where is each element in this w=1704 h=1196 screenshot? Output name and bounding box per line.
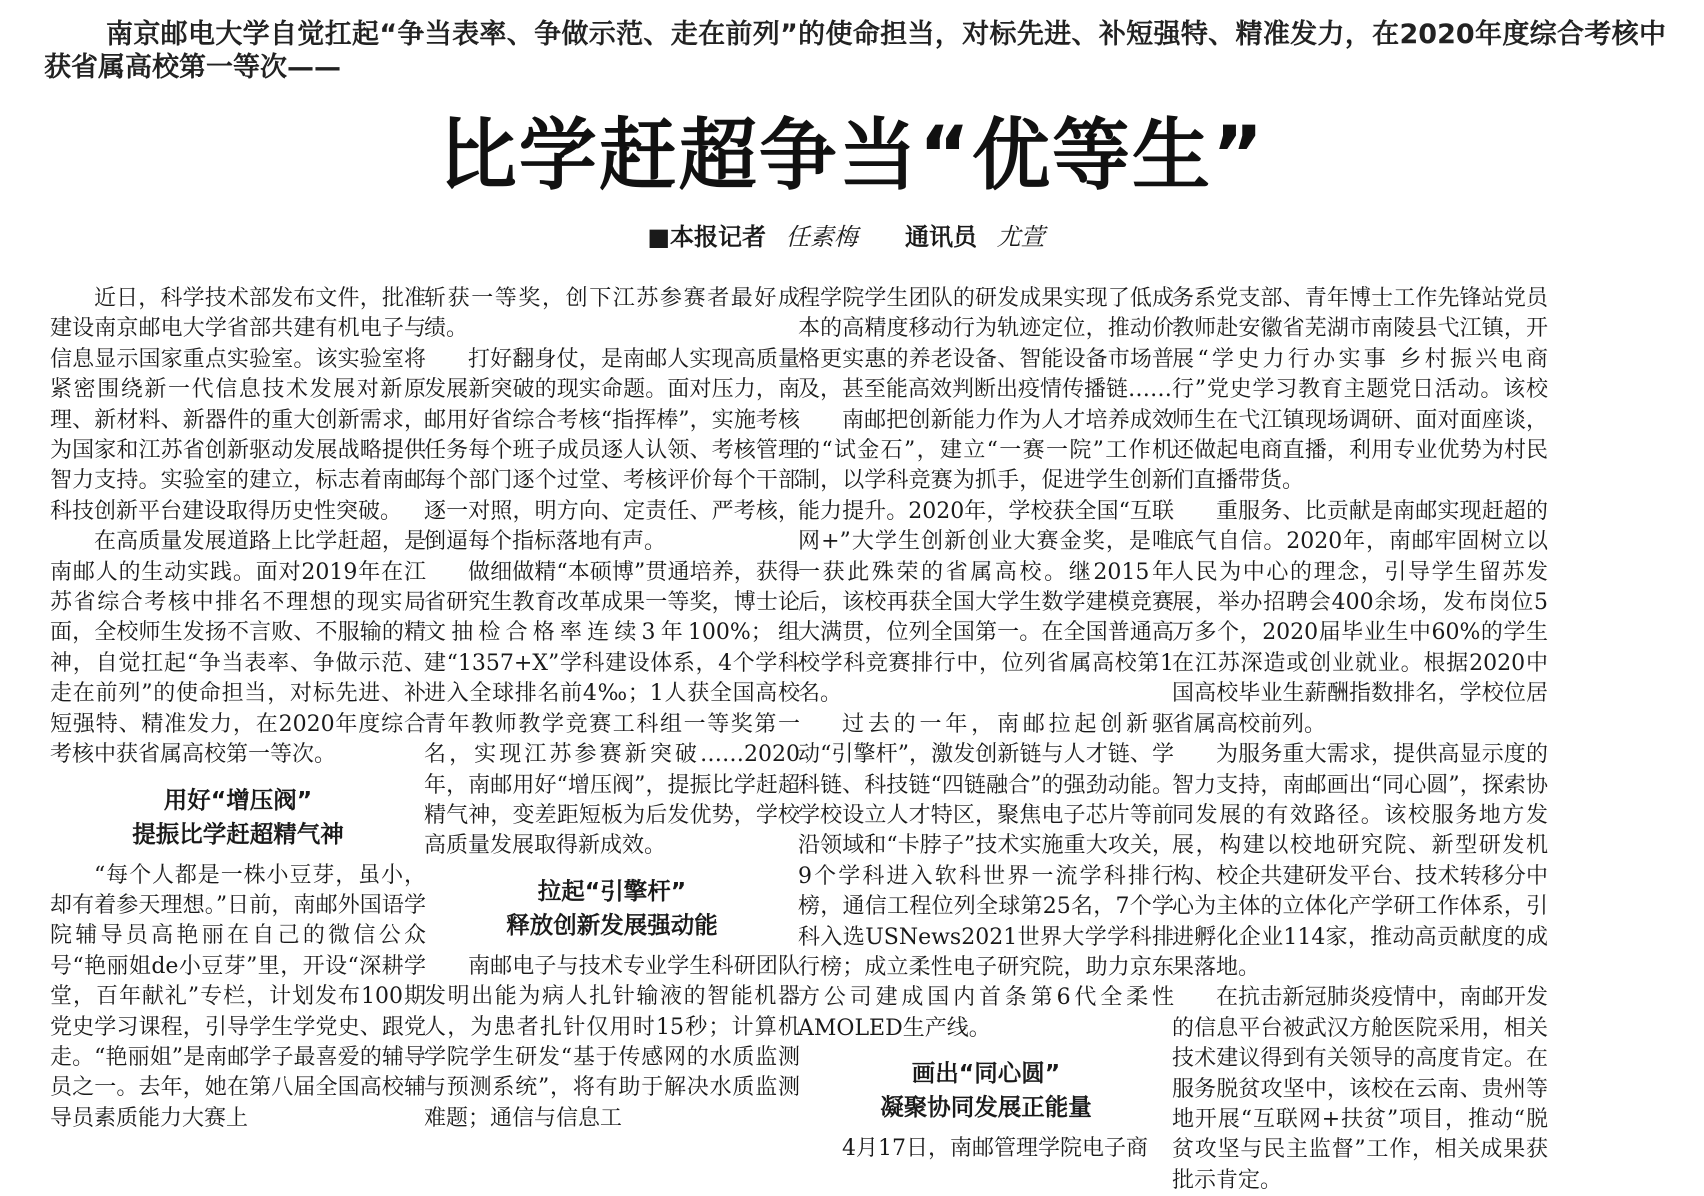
subheading-1 bbox=[50, 783, 426, 851]
paragraph: 过去的一年，南邮拉起创新驱动“引擎杆”，激发创新链与人才链、学科链、科技链“四链融合”的强劲动能。学校设立人才特区，聚焦电子芯片等前沿领域和“卡脖子”技术实施重大攻关，9个学科进入软科世界一流学科排行榜，通信工程位列全球第25名，7个学科入选USNews2021世界大学学科排行榜；成立柔性电子研究院，助力京东方公司建成国内首条第6代全柔性AMOLED生产线。 bbox=[798, 711, 1174, 1041]
subheading-line: 提振比学赶超精气神 bbox=[132, 819, 344, 848]
paragraph: 4月17日，南邮管理学院电子商 bbox=[842, 1136, 1148, 1162]
subheading-line: 拉起“引擎杆” bbox=[537, 876, 687, 905]
byline bbox=[0, 222, 1704, 252]
paragraph-continued: 程学院学生团队的研发成果实现了低成本的高精度移动行为轨迹定位，推动价格更实惠的养老设备、智能设备市场普及，甚至能高效判断出疫情传播链…… bbox=[798, 286, 1174, 403]
correspondent-name: 尤萱 bbox=[996, 223, 1045, 251]
paragraph: 打好翻身仗，是南邮人实现高质量发展新突破的现实命题。面对压力，南邮用好省综合考核“指挥棒”，实施考核任务每个班子成员逐人认领、考核管理每个部门逐个过堂、考核评价每个干部逐一对照，明方向、定责任、严考核，倒逼每个指标落地有声。 bbox=[424, 346, 800, 555]
paragraph: 在抗击新冠肺炎疫情中，南邮开发的信息平台被武汉方舱医院采用，相关技术建议得到有关领导的高度肯定。在服务脱贫攻坚中，该校在云南、贵州等地开展“互联网+扶贫”项目，推动“脱贫攻坚与民主监督”工作，相关成果获批示肯定。 bbox=[1172, 985, 1548, 1193]
subheading-line: 凝聚协同发展正能量 bbox=[880, 1093, 1092, 1122]
paragraph: 南邮电子与技术专业学生科研团队发明出能为病人扎针输液的智能机器人，为患者扎针仅用时15秒；计算机学院学生研发“基于传感网的水质监测与预测系统”，将有助于解决水质监测难题；通信与信息工 bbox=[424, 953, 800, 1131]
paragraph: 近日，科学技术部发布文件，批准建设南京邮电大学省部共建有机电子与信息显示国家重点实验室。该实验室将紧密围绕新一代信息技术发展对新原理、新材料、新器件的重大创新需求，为国家和江苏省创新驱动发展战略提供智力支持。实验室的建立，标志着南邮科技创新平台建设取得历史性突破。 bbox=[50, 286, 426, 524]
correspondent-label: 通讯员 bbox=[904, 223, 977, 251]
subheading-3 bbox=[798, 1056, 1174, 1124]
paragraph-continued: 斩获一等奖，创下江苏参赛者最好成绩。 bbox=[424, 286, 800, 342]
paragraph: 做细做精“本硕博”贯通培养，获得省研究生教育改革成果一等奖，博士论文抽检合格率连续3年100%；组建“1357+X”学科建设体系，4个学科进入全球排名前4‰；1人获全国高校青年教师教学竞赛工科组一等奖第一名，实现江苏参赛新突破……2020年，南邮用好“增压阀”，提振比学赶超精气神，变差距短板为后发优势，学校高质量发展取得新成效。 bbox=[424, 559, 800, 859]
subheading-2 bbox=[424, 874, 800, 942]
paragraph: “每个人都是一株小豆芽，虽小，却有着参天理想。”日前，南邮外国语学院辅导员高艳丽在自己的微信公众号“艳丽姐de小豆芽”里，开设“深耕学堂，百年献礼”专栏，计划发布100期党史学习课程，引导学生学党史、跟党走。“艳丽姐”是南邮学子最喜爱的辅导员之一。去年，她在第八届全国高校辅导员素质能力大赛上 bbox=[50, 862, 426, 1131]
column-1 bbox=[50, 284, 426, 1134]
paragraph: 为服务重大需求，提供高显示度的智力支持，南邮画出“同心圆”，探索协同发展的有效路径。该校服务地方发展，构建以校地研究院、新型研发机构、校企共建研发平台、技术转移分中心为主体的立体化产学研工作体系，引进孵化企业114家，推动高贡献度的成果落地。 bbox=[1172, 742, 1548, 980]
column-4 bbox=[1172, 284, 1548, 1196]
reporter-name: 任素梅 bbox=[785, 223, 858, 251]
paragraph: 南邮把创新能力作为人才培养成效的“试金石”，建立“一赛一院”工作机制，以学科竞赛为抓手，促进学生创新能力提升。2020年，学校获全国“互联网+”大学生创新创业大赛金奖，是唯一获此殊荣的省属高校。继2015年后，该校再获全国大学生数学建模竞赛大满贯，位列全国第一。在全国普通高校学科竞赛排行中，位列省属高校第1名。 bbox=[798, 407, 1174, 707]
column-2 bbox=[424, 284, 800, 1134]
headline: 比学赶超争当“优等生” bbox=[438, 111, 1266, 201]
paragraph-continued: 务系党支部、青年博士工作先锋站党员教师赴安徽省芜湖市南陵县弋江镇，开展“学史力行办实事 乡村振兴电商行”党史学习教育主题党日活动。该校师生在弋江镇现场调研、面对面座谈，还做起电商直播，利用专业优势为村民们直播带货。 bbox=[1172, 286, 1548, 494]
paragraph: 在高质量发展道路上比学赶超，是南邮人的生动实践。面对2019年在江苏省综合考核中排名不理想的现实局面，全校师生发扬不言败、不服输的精神，自觉扛起“争当表率、争做示范、走在前列”的使命担当，对标先进、补短强特、精准发力，在2020年度综合考核中获省属高校第一等次。 bbox=[50, 529, 426, 768]
column-3 bbox=[798, 284, 1174, 1165]
subheading-line: 释放创新发展强动能 bbox=[506, 910, 718, 939]
lead-paragraph: 南京邮电大学自觉扛起“争当表率、争做示范、走在前列”的使命担当，对标先进、补短强特、精准发力，在2020年度综合考核中获省属高校第一等次—— bbox=[44, 19, 1666, 83]
paragraph: 重服务、比贡献是南邮实现赶超的底气自信。2020年，南邮牢固树立以人民为中心的理念，引导学生留苏发展，举办招聘会400余场，发布岗位5万多个，2020届毕业生中60%的学生在江苏深造或创业就业。根据2020中国高校毕业生薪酬指数排名，学校位居省属高校前列。 bbox=[1172, 498, 1548, 737]
reporter-label: ■本报记者 bbox=[647, 223, 767, 251]
subheading-line: 画出“同心圆” bbox=[911, 1059, 1061, 1088]
subheading-line: 用好“增压阀” bbox=[163, 785, 313, 814]
